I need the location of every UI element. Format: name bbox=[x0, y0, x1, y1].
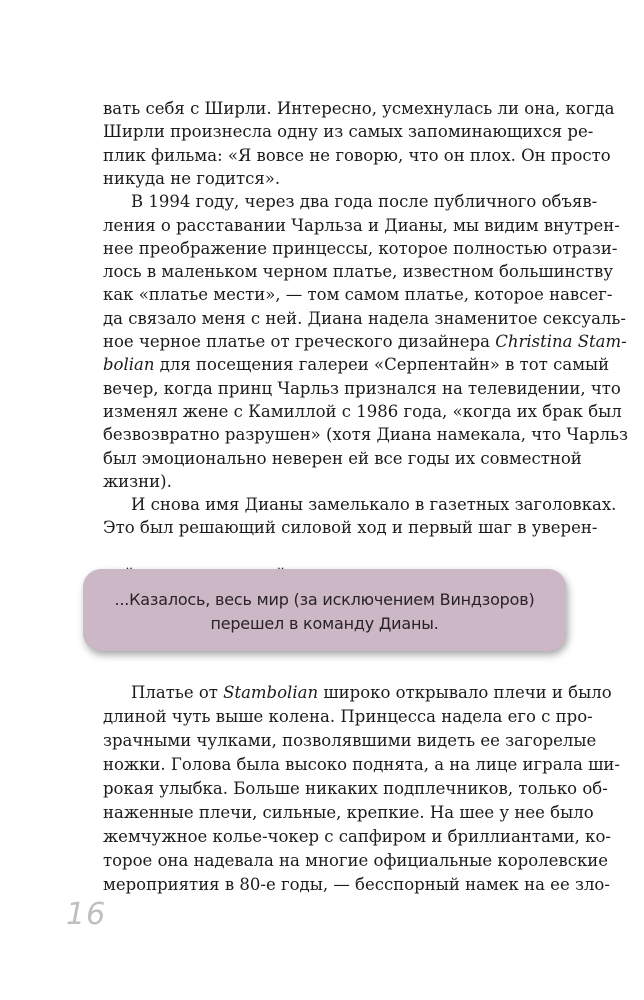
text-line: ножки. Голова была высоко поднята, а на лице играла ши- bbox=[103, 755, 621, 774]
text-line: никуда не годится». bbox=[103, 168, 281, 188]
pull-quote-callout bbox=[83, 569, 566, 651]
text-line: вать себя с Ширли. Интересно, усмехнулась ли она, когда bbox=[103, 99, 615, 118]
pull-quote-line-1: ...Казалось, весь мир (за исключением Виндзоров) bbox=[114, 590, 535, 609]
text-run: Платье от bbox=[131, 683, 224, 702]
text-line: изменял жене с Камиллой с 1986 года, «когда их брак был bbox=[103, 401, 622, 421]
text-line: да связало меня с ней. Диана надела знаменитое сексуаль- bbox=[103, 308, 626, 328]
text-line: зрачными чулками, позволявшими видеть ее загорелые bbox=[103, 731, 597, 750]
text-line: В 1994 году, через два года после публичного объяв- bbox=[131, 192, 598, 212]
text-line: наженные плечи, сильные, крепкие. На шее у нее было bbox=[103, 803, 594, 822]
text-line: торое она надевала на многие официальные королевские bbox=[103, 851, 609, 870]
text-line: жемчужное колье-чокер с сапфиром и бриллиантами, ко- bbox=[103, 827, 611, 846]
text-line: мероприятия в 80-е годы, — бесспорный намек на ее зло- bbox=[103, 875, 610, 894]
text-line: безвозвратно разрушен» (хотя Диана намекала, что Чарльз bbox=[103, 425, 629, 445]
text-line bbox=[103, 331, 627, 353]
text-line: как «платье мести», — том самом платье, которое навсег- bbox=[103, 285, 613, 305]
italic-designer-name: Stambolian bbox=[223, 683, 319, 702]
text-line: нее преображение принцессы, которое полностью отрази- bbox=[103, 238, 618, 258]
text-run: для посещения галереи «Серпентайн» в тот самый bbox=[154, 355, 610, 375]
text-line: был эмоционально неверен ей все годы их совместной bbox=[103, 448, 582, 468]
text-line: лось в маленьком черном платье, известном большинству bbox=[103, 262, 614, 282]
text-line: И снова имя Дианы замелькало в газетных заголовках. bbox=[131, 495, 617, 515]
text-line: плик фильма: «Я вовсе не говорю, что он плох. Он просто bbox=[103, 145, 611, 165]
text-line bbox=[103, 354, 610, 376]
italic-designer-name: Christina Stam- bbox=[495, 332, 627, 351]
text-line: Это был решающий силовой ход и первый шаг в уверен- bbox=[103, 518, 598, 538]
pull-quote-line-2: перешел в команду Дианы. bbox=[210, 614, 439, 633]
text-line: вечер, когда принц Чарльз признался на телевидении, что bbox=[103, 378, 621, 398]
text-run: широко открывало плечи и было bbox=[318, 683, 612, 702]
page-number: 16 bbox=[66, 897, 107, 932]
text-line: ления о расставании Чарльза и Дианы, мы видим внутрен- bbox=[103, 215, 620, 235]
text-line: длиной чуть выше колена. Принцесса надела его с про- bbox=[103, 707, 593, 726]
text-run: ное черное платье от греческого дизайнера bbox=[103, 332, 496, 351]
text-line: Ширли произнесла одну из самых запоминающихся ре- bbox=[103, 122, 594, 142]
text-line: жизни). bbox=[103, 471, 172, 491]
italic-designer-name: bolian bbox=[103, 355, 155, 375]
text-line bbox=[131, 682, 612, 704]
text-line: рокая улыбка. Больше никаких подплечников, только об- bbox=[103, 779, 608, 798]
